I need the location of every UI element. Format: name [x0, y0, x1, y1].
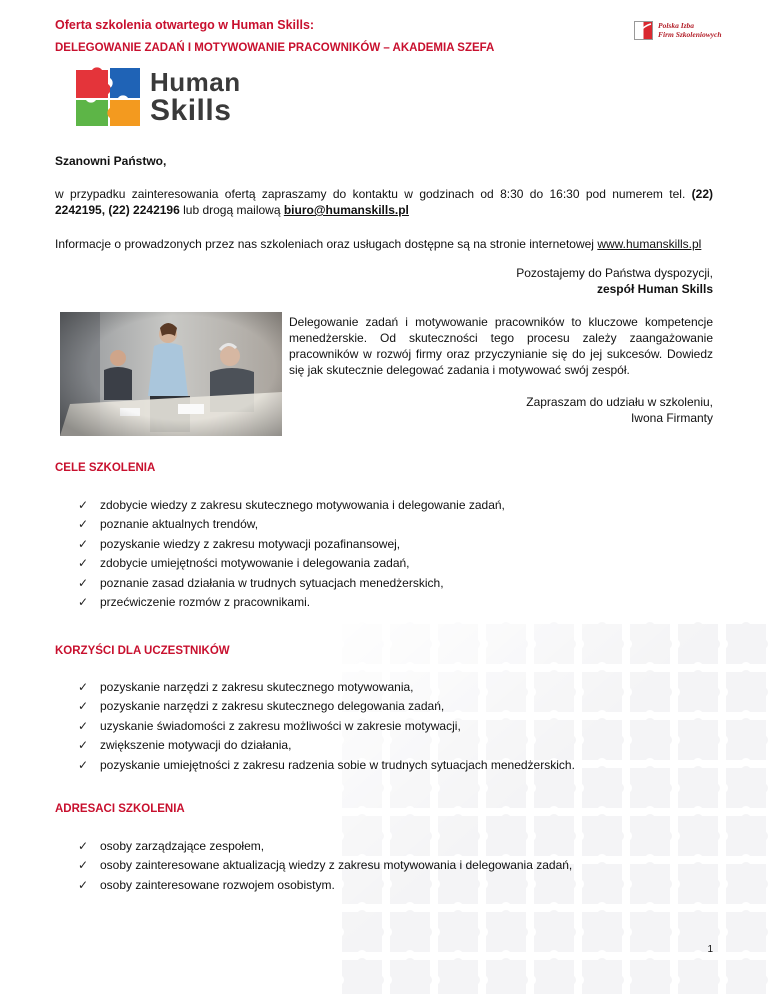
logo-word-skills: Skills	[150, 94, 232, 127]
list-item-text: zdobycie umiejętności motywowanie i delegowania zadań,	[100, 556, 410, 571]
checkmark-icon: ✓	[78, 877, 89, 892]
list-item-text: przećwiczenie rozmów z pracownikami.	[100, 594, 311, 609]
info-text: Informacje o prowadzonych przez nas szkoleniach oraz usługach dostępne są na stronie internetowej	[55, 237, 598, 251]
checkmark-icon: ✓	[78, 594, 89, 609]
pifs-logo	[634, 20, 730, 44]
offer-title: Oferta szkolenia otwartego w Human Skills:	[55, 18, 315, 32]
info-paragraph	[55, 236, 713, 252]
checkmark-icon: ✓	[78, 738, 89, 753]
checkmark-icon: ✓	[78, 575, 89, 590]
training-title: DELEGOWANIE ZADAŃ I MOTYWOWANIE PRACOWNIKÓW – AKADEMIA SZEFA	[55, 42, 495, 54]
checkmark-icon: ✓	[78, 699, 89, 714]
benefits-list	[78, 678, 575, 775]
list-item-text: poznanie zasad działania w trudnych sytuacjach menedżerskich,	[100, 575, 444, 590]
list-item	[78, 717, 575, 736]
list-item	[78, 736, 575, 755]
page-number: 1	[707, 944, 713, 955]
signoff-team: zespół Human Skills	[596, 282, 713, 296]
list-item	[78, 515, 505, 534]
section-title-audience: ADRESACI SZKOLENIA	[55, 803, 185, 815]
list-item	[78, 574, 505, 593]
website-link[interactable]: www.humanskills.pl	[597, 237, 702, 251]
list-item-text: zwiększenie motywacji do działania,	[100, 738, 292, 753]
checkmark-icon: ✓	[78, 680, 89, 694]
list-item	[78, 496, 505, 515]
list-item	[78, 554, 505, 573]
list-item	[78, 856, 572, 875]
pifs-line2: Firm Szkoleniowych	[658, 30, 722, 39]
phone-numbers: (22) 2242195, (22) 2242196	[55, 187, 713, 217]
greeting: Szanowni Państwo,	[55, 154, 167, 168]
list-item-text: pozyskanie narzędzi z zakresu skutecznego delegowania zadań,	[100, 699, 445, 714]
contact-text-2: lub drogą mailową	[179, 203, 284, 217]
contact-text: w przypadku zainteresowania ofertą zapraszamy do kontaktu w godzinach od 8:30 do 16:30 pod numerem tel.	[55, 187, 692, 201]
checkmark-icon: ✓	[78, 858, 89, 873]
checkmark-icon: ✓	[78, 517, 89, 532]
meeting-photo	[60, 312, 282, 436]
audience-list	[78, 837, 572, 895]
checkmark-icon: ✓	[78, 839, 89, 853]
list-item-text: pozyskanie narzędzi z zakresu skutecznego motywowania,	[100, 680, 414, 694]
list-item-text: pozyskanie wiedzy z zakresu motywacji pozafinansowej,	[100, 536, 401, 551]
checkmark-icon: ✓	[78, 556, 89, 571]
intro-paragraph: Delegowanie zadań i motywowanie pracowników to kluczowe kompetencje menedżerskie. Od skuteczności tego procesu zależy zaangażowanie pracowników w rozwój firmy oraz przyczynianie się do jej sukcesów. Dowiedz się jak skutecznie delegować zadania i motywować swój zespół.	[289, 315, 713, 377]
list-item	[78, 535, 505, 554]
pifs-flag-icon	[634, 21, 653, 40]
list-item	[78, 678, 575, 697]
goals-list	[78, 496, 505, 612]
list-item-text: pozyskanie umiejętności z zakresu radzenia sobie w trudnych sytuacjach menedżerskich.	[100, 757, 575, 772]
list-item-text: osoby zainteresowane aktualizacją wiedzy z zakresu motywowania i delegowania zadań,	[100, 858, 573, 873]
puzzle-logo-icon	[72, 62, 144, 130]
section-title-goals: CELE SZKOLENIA	[55, 462, 156, 474]
list-item-text: osoby zainteresowane rozwojem osobistym.	[100, 877, 335, 892]
logo-word-human: Human	[150, 67, 241, 97]
human-skills-logo	[72, 62, 272, 130]
list-item-text: zdobycie wiedzy z zakresu skutecznego motywowania i delegowanie zadań,	[100, 498, 505, 512]
checkmark-icon: ✓	[78, 498, 89, 512]
puzzle-watermark	[338, 620, 768, 994]
list-item-text: osoby zarządzające zespołem,	[100, 839, 265, 853]
list-item-text: uzyskanie świadomości z zakresu możliwości w zakresie motywacji,	[100, 718, 461, 733]
invite-line: Zapraszam do udziału w szkoleniu,	[526, 395, 713, 409]
checkmark-icon: ✓	[78, 757, 89, 772]
author-name: Iwona Firmanty	[630, 411, 713, 425]
checkmark-icon: ✓	[78, 718, 89, 733]
list-item	[78, 876, 572, 895]
list-item-text: poznanie aktualnych trendów,	[100, 517, 259, 532]
contact-paragraph	[55, 186, 713, 218]
checkmark-icon: ✓	[78, 536, 89, 551]
list-item	[78, 697, 575, 716]
pifs-line1: Polska Izba	[658, 21, 695, 30]
email-link[interactable]: biuro@humanskills.pl	[283, 203, 409, 217]
list-item	[78, 593, 505, 612]
list-item	[78, 756, 575, 775]
signoff-line: Pozostajemy do Państwa dyspozycji,	[516, 266, 713, 280]
section-title-benefits: KORZYŚCI DLA UCZESTNIKÓW	[55, 645, 230, 657]
list-item	[78, 837, 572, 856]
